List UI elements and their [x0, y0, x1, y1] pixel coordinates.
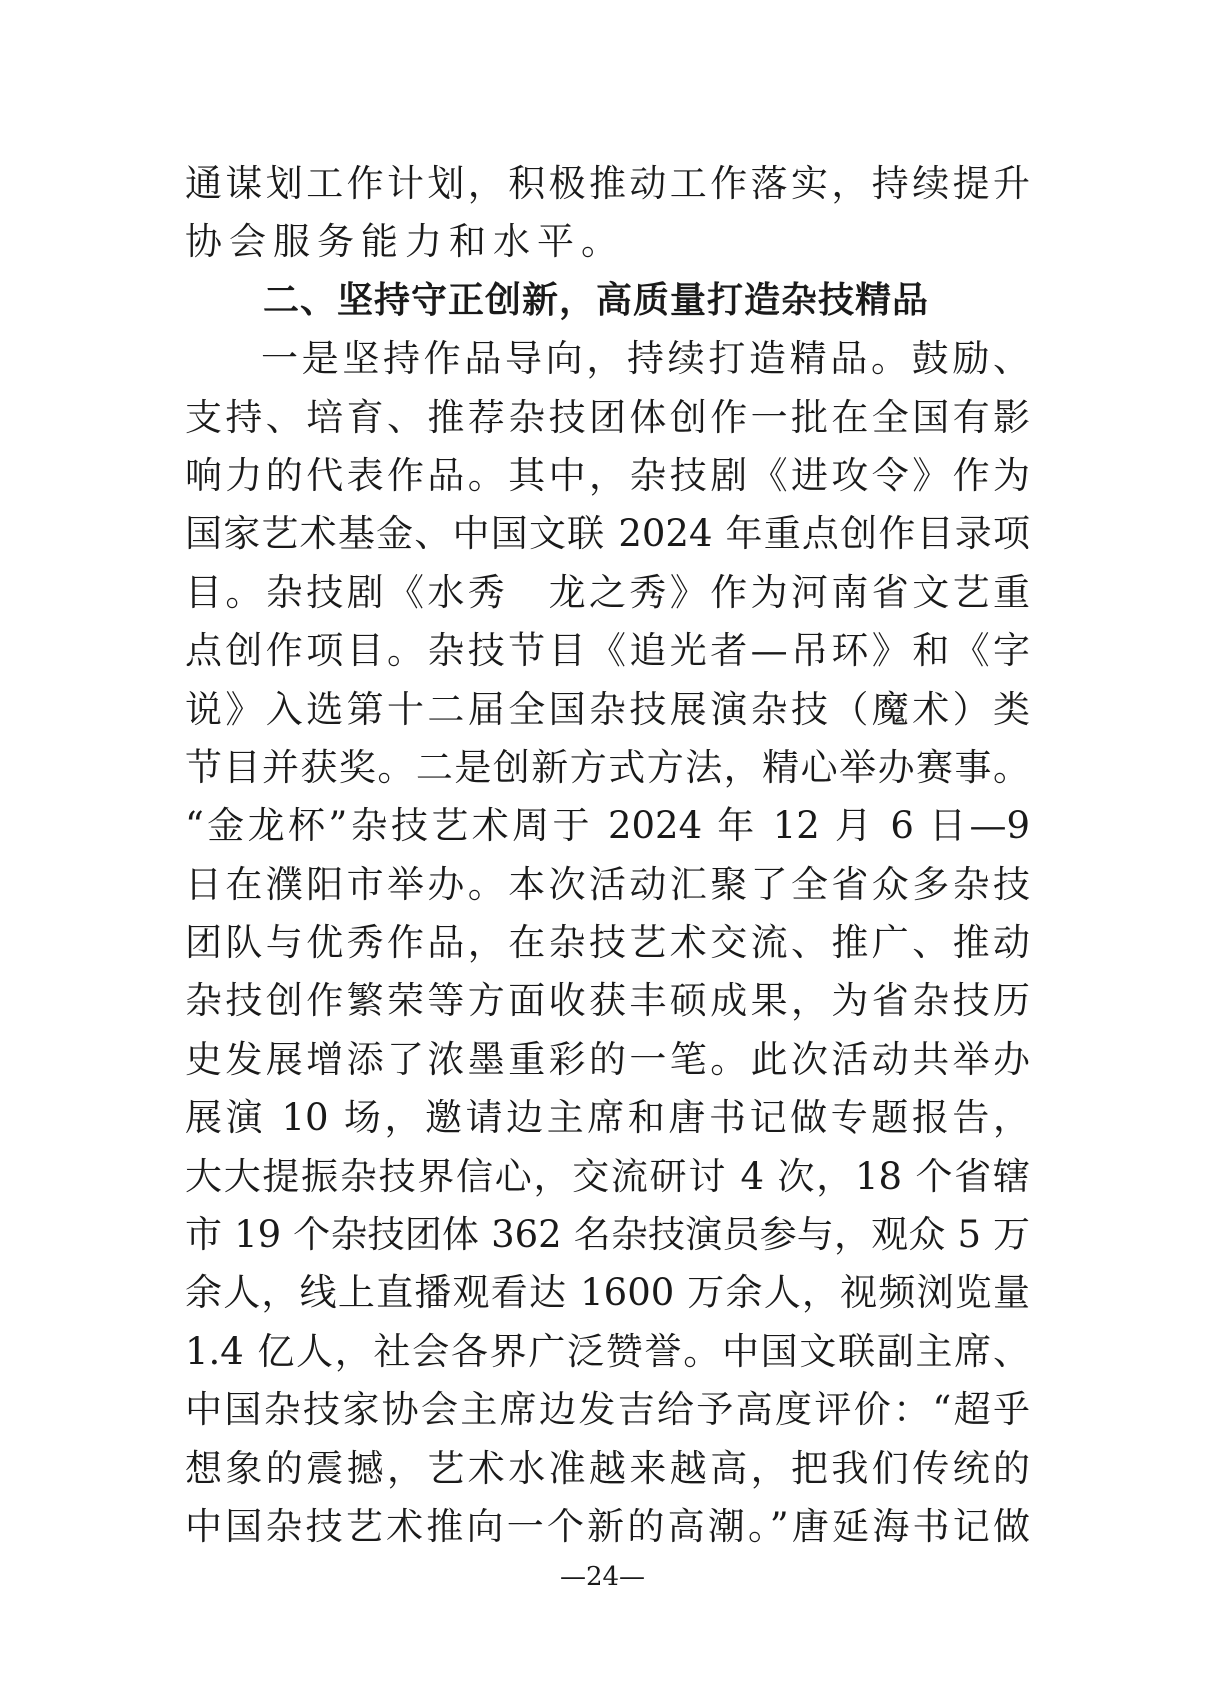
text-line: 目。杂技剧《水秀 龙之秀》作为河南省文艺重 — [185, 570, 1030, 614]
text-line: 一是坚持作品导向，持续打造精品。鼓励、 — [261, 337, 1030, 381]
page-number: —24— — [559, 1562, 646, 1592]
text-line: 日在濮阳市举办。本次活动汇聚了全省众多杂技 — [185, 862, 1030, 906]
text-line: 史发展增添了浓墨重彩的一笔。此次活动共举办 — [185, 1037, 1030, 1081]
body-text — [185, 155, 1030, 1556]
text-line: 团队与优秀作品，在杂技艺术交流、推广、推动 — [185, 921, 1030, 965]
text-line: 展演 10 场，邀请边主席和唐书记做专题报告， — [185, 1096, 1030, 1140]
text-line: 1.4 亿人，社会各界广泛赞誉。中国文联副主席、 — [185, 1329, 1030, 1373]
text-line: 点创作项目。杂技节目《追光者—吊环》和《字 — [185, 629, 1030, 673]
text-line: 国家艺术基金、中国文联 2024 年重点创作目录项 — [185, 512, 1030, 556]
text-line: 余人，线上直播观看达 1600 万余人，视频浏览量 — [185, 1271, 1030, 1315]
text-line: 中国杂技艺术推向一个新的高潮。”唐延海书记做 — [185, 1504, 1030, 1548]
text-line: 市 19 个杂技团体 362 名杂技演员参与，观众 5 万 — [185, 1213, 1030, 1257]
text-line: 协会服务能力和水平。 — [185, 220, 625, 264]
text-line: 支持、培育、推荐杂技团体创作一批在全国有影 — [185, 395, 1030, 439]
text-line: 大大提振杂技界信心，交流研讨 4 次，18 个省辖 — [185, 1154, 1030, 1198]
text-line: 节目并获奖。二是创新方式方法，精心举办赛事。 — [185, 745, 1030, 789]
text-line: 想象的震撼，艺术水准越来越高，把我们传统的 — [185, 1446, 1030, 1490]
text-line: 通谋划工作计划，积极推动工作落实，持续提升 — [185, 162, 1030, 205]
text-line: 中国杂技家协会主席边发吉给予高度评价：“超乎 — [185, 1388, 1030, 1432]
text-line: 杂技创作繁荣等方面收获丰硕成果，为省杂技历 — [185, 979, 1030, 1023]
text-line: 说》入选第十二届全国杂技展演杂技（魔术）类 — [185, 687, 1030, 731]
text-line: 响力的代表作品。其中，杂技剧《进攻令》作为 — [185, 453, 1030, 497]
text-line: “金龙杯”杂技艺术周于 2024 年 12 月 6 日—9 — [185, 804, 1030, 848]
section-heading: 二、坚持守正创新，高质量打造杂技精品 — [263, 279, 930, 321]
